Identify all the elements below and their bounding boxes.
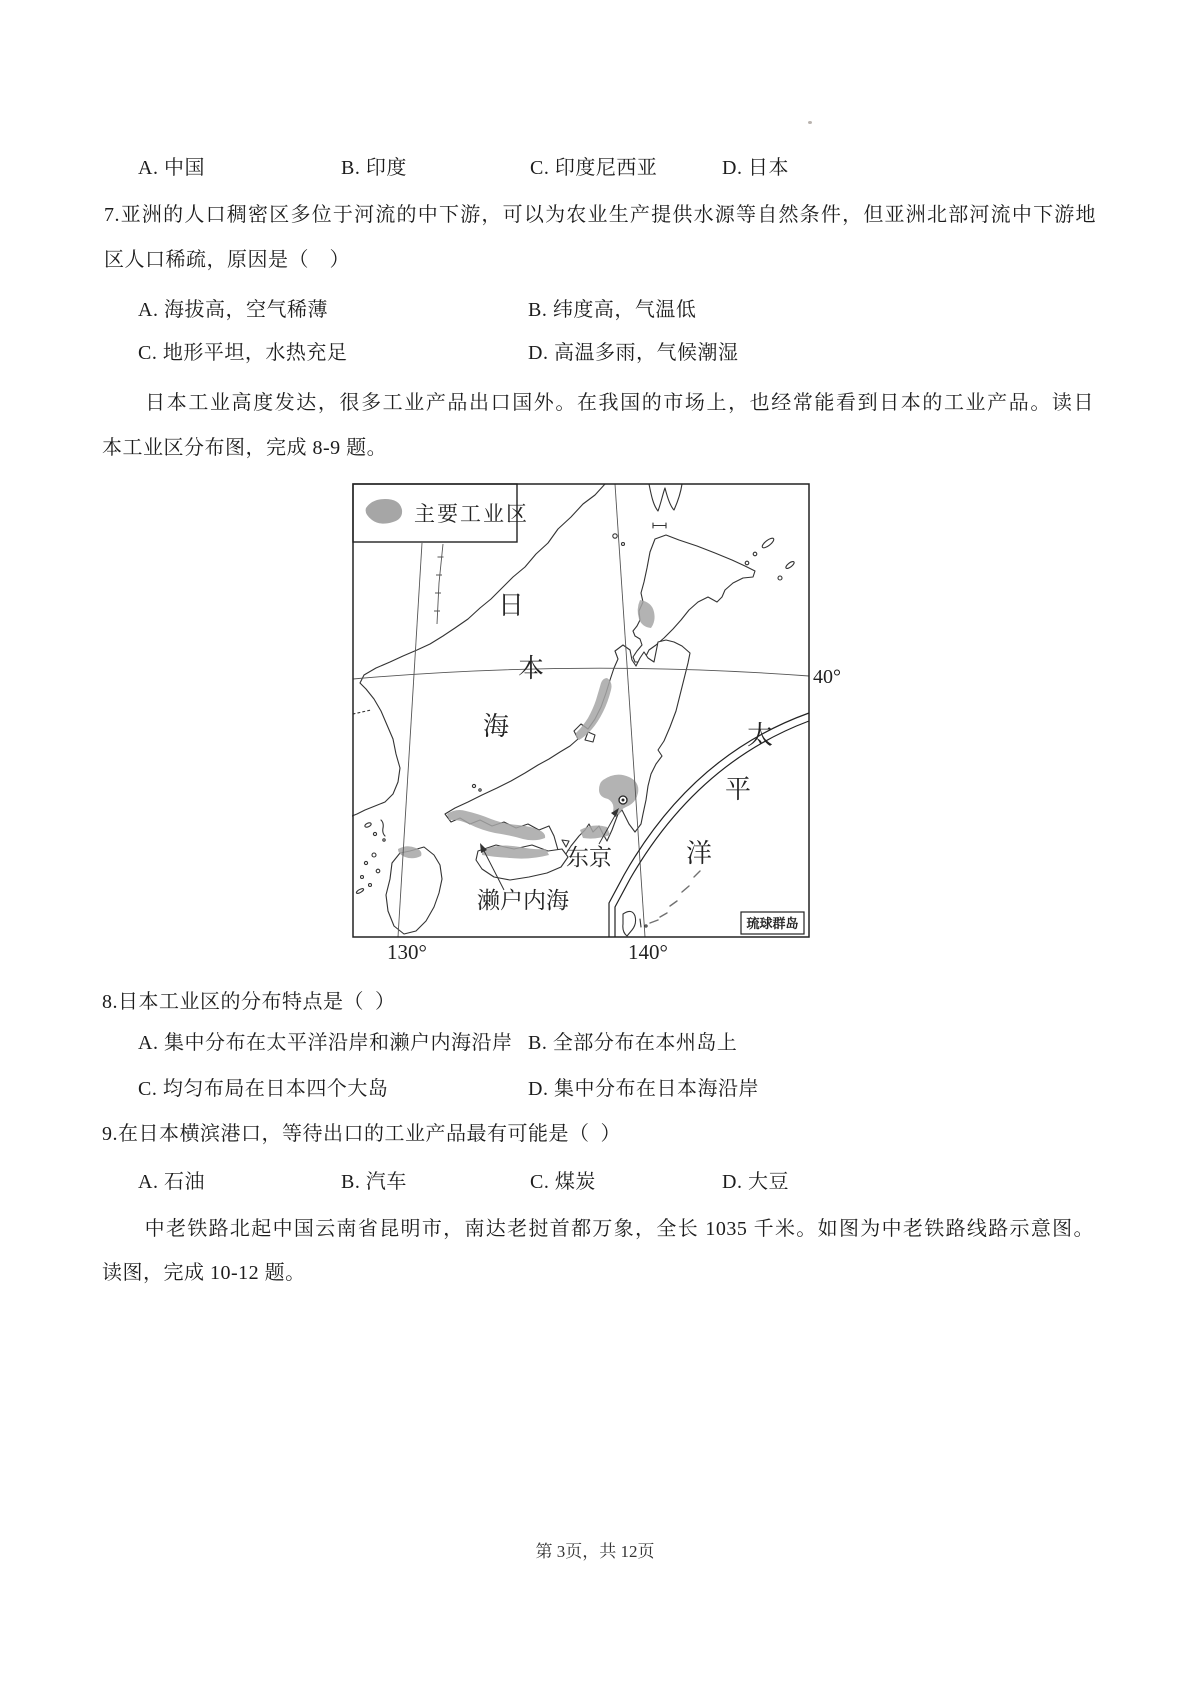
option-a: A. 石油 [138,1171,205,1193]
islet [364,822,372,828]
option-d: D. 集中分布在日本海沿岸 [528,1078,759,1100]
islet [383,839,385,841]
passage-line2: 读图，完成 10-12 题。 [102,1262,306,1284]
option-d: D. 高温多雨，气候潮湿 [528,342,739,364]
islet [364,861,367,864]
ryukyu-island-chain [650,871,700,923]
option-b: B. 汽车 [341,1171,407,1193]
strait-marker [653,523,666,528]
islet [376,869,380,873]
island [613,534,617,538]
ryukyu-label: 琉球群岛 [746,916,799,931]
kyushu-outline [386,847,442,934]
longitude-130-label: 130° [387,940,427,964]
passage-line2: 本工业区分布图，完成 8-9 题。 [102,437,388,459]
islet-mark [645,925,647,927]
kuril-island [745,561,749,565]
kuril-island [753,552,757,556]
pacific-char-1: 太 [746,721,774,750]
pacific-char-3: 洋 [685,839,713,868]
option-c: C. 地形平坦，水热充足 [138,342,348,364]
option-c: C. 均匀布局在日本四个大岛 [138,1078,389,1100]
islet [372,853,376,857]
question-7-stem-line2: 区人口稀疏，原因是（ ） [104,249,350,271]
option-c: C. 印度尼西亚 [530,157,658,179]
hokkaido-outline [633,535,755,662]
page-number-footer: 第 3页，共 12页 [535,1542,655,1561]
scan-artifact-dot [808,121,812,124]
seto-inland-sea-label: 濑户内海 [477,888,569,913]
goto-islands [356,888,364,895]
islet [373,832,376,835]
tsushima-island [381,820,385,836]
longitude-140-label: 140° [628,940,668,964]
oki-island [479,789,481,791]
tokyo-marker-dot [622,799,625,802]
question-8-stem: 8.日本工业区的分布特点是（ ） [102,991,396,1013]
taiwan-outline [623,911,636,936]
boundary-tick-line [434,544,444,624]
tokyo-label: 东京 [566,845,612,870]
option-c: C. 煤炭 [530,1171,596,1193]
dashed-border [353,710,371,714]
japan-industrial-zones-map [352,483,852,975]
option-b: B. 印度 [341,157,407,179]
question-9-stem: 9.在日本横滨港口，等待出口的工业产品最有可能是（ ） [102,1123,621,1145]
islet [369,884,372,887]
islet-mark [640,919,641,927]
sea-of-japan-char-2: 本 [517,654,545,683]
sea-of-japan-char-3: 海 [482,712,510,741]
passage-line1: 中老铁路北起中国云南省昆明市，南达老挝首都万象，全长 1035 千米。如图为中老铁路线路示意图。 [102,1218,1094,1240]
option-a: A. 海拔高，空气稀薄 [138,299,328,321]
parallel-40 [353,668,809,679]
question-7-stem-line1: 7.亚洲的人口稠密区多位于河流的中下游，可以为农业生产提供水源等自然条件，但亚洲北部河流中下游地 [104,204,1096,226]
option-d: D. 大豆 [722,1171,789,1193]
latitude-40-label: 40° [813,666,841,688]
oki-island [472,784,475,787]
islet [361,876,364,879]
kuril-island [778,576,782,580]
option-a: A. 集中分布在太平洋沿岸和濑户内海沿岸 [138,1032,513,1054]
legend-label: 主要工业区 [414,502,529,526]
option-d: D. 日本 [722,157,789,179]
pacific-char-2: 平 [724,775,752,804]
option-b: B. 全部分布在本州岛上 [528,1032,738,1054]
option-a: A. 中国 [138,157,205,179]
island [622,543,625,546]
passage-line1: 日本工业高度发达，很多工业产品出口国外。在我国的市场上，也经常能看到日本的工业产品。读日 [102,392,1094,414]
sakhalin-outline [649,484,682,511]
kuril-island [785,560,795,569]
option-b: B. 纬度高，气温低 [528,299,697,321]
kuril-island [761,537,775,550]
sea-of-japan-char-1: 日 [497,591,525,620]
